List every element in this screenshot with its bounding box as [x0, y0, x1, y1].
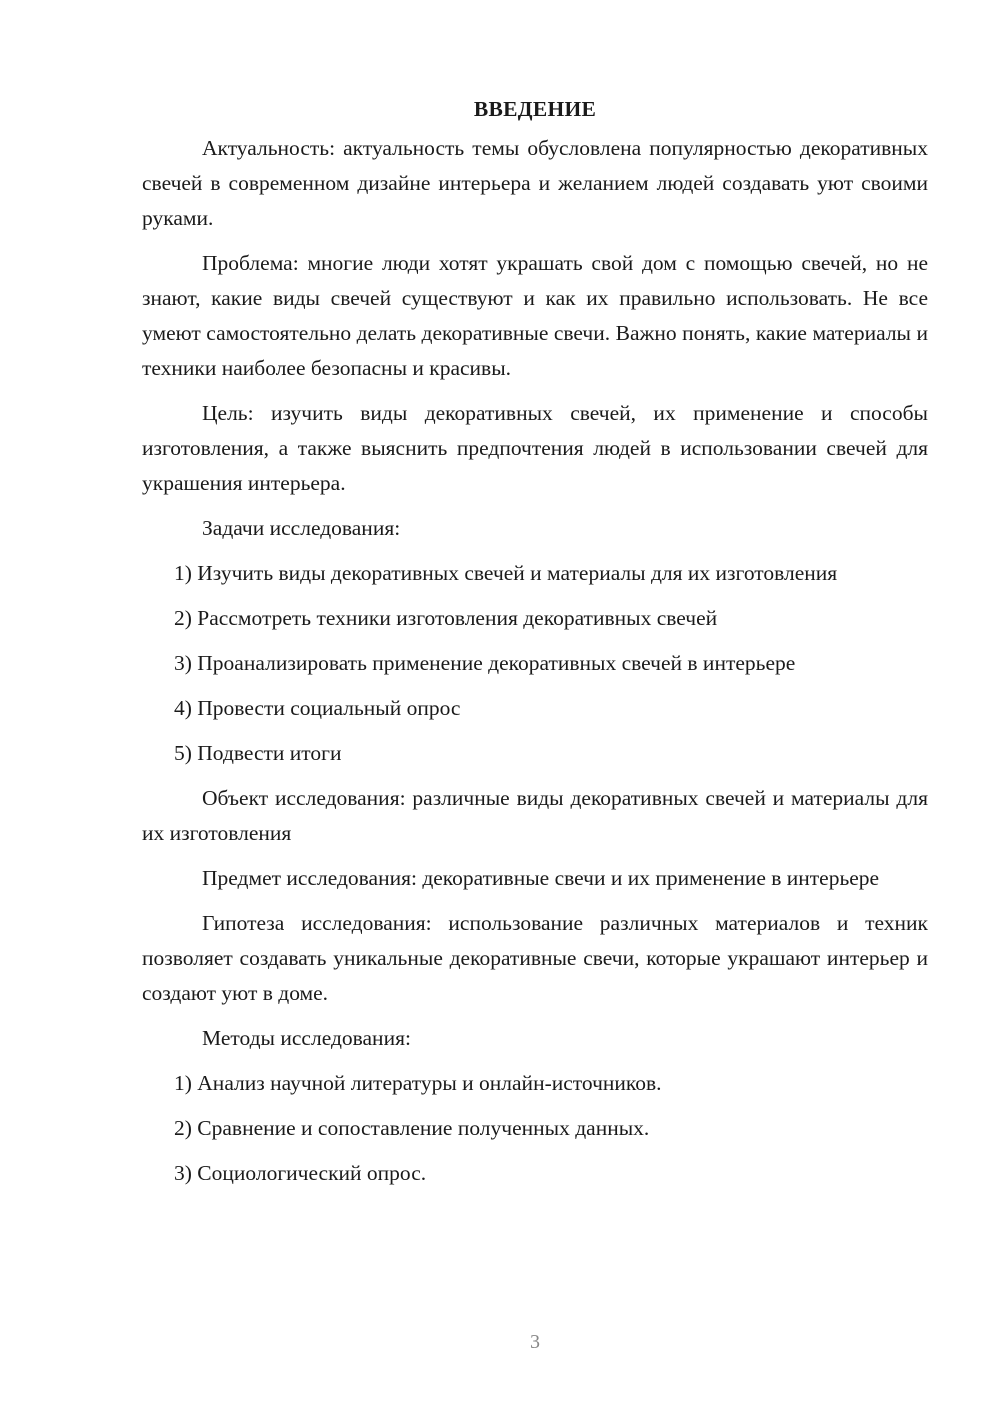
method-item-3: 3) Социологический опрос.: [174, 1161, 427, 1185]
subject-paragraph: Предмет исследования: декоративные свечи и их применение в интерьере: [202, 866, 880, 890]
problem-paragraph: Проблема: многие люди хотят украшать свой дом с помощью свечей, но не знают, какие виды свечей существуют и как их правильно использовать. Не все умеют самостоятельно делать декоративные свечи. Важно понять, какие материалы и техники наиболее безопасны и красивы.: [142, 251, 928, 380]
method-item-1: 1) Анализ научной литературы и онлайн-источников.: [174, 1071, 662, 1095]
task-item-1: 1) Изучить виды декоративных свечей и материалы для их изготовления: [174, 561, 838, 585]
document-page: [142, 92, 928, 1201]
task-item-5: 5) Подвести итоги: [174, 741, 342, 765]
task-item-2: 2) Рассмотреть техники изготовления декоративных свечей: [174, 606, 718, 630]
task-item-4: 4) Провести социальный опрос: [174, 696, 461, 720]
relevance-paragraph: Актуальность: актуальность темы обусловлена популярностью декоративных свечей в современном дизайне интерьера и желанием людей создавать уют своими руками.: [142, 136, 928, 230]
hypothesis-paragraph: Гипотеза исследования: использование различных материалов и техник позволяет создавать уникальные декоративные свечи, которые украшают интерьер и создают уют в доме.: [142, 911, 928, 1005]
goal-paragraph: Цель: изучить виды декоративных свечей, их применение и способы изготовления, а также выяснить предпочтения людей в использовании свечей для украшения интерьера.: [142, 401, 928, 495]
page-title: ВВЕДЕНИЕ: [473, 97, 597, 121]
object-paragraph: Объект исследования: различные виды декоративных свечей и материалы для их изготовления: [142, 786, 928, 845]
task-item-3: 3) Проанализировать применение декоративных свечей в интерьере: [174, 651, 796, 675]
page-number: 3: [530, 1331, 540, 1353]
method-item-2: 2) Сравнение и сопоставление полученных данных.: [174, 1116, 650, 1140]
tasks-heading: Задачи исследования:: [202, 516, 401, 540]
methods-heading: Методы исследования:: [202, 1026, 411, 1050]
